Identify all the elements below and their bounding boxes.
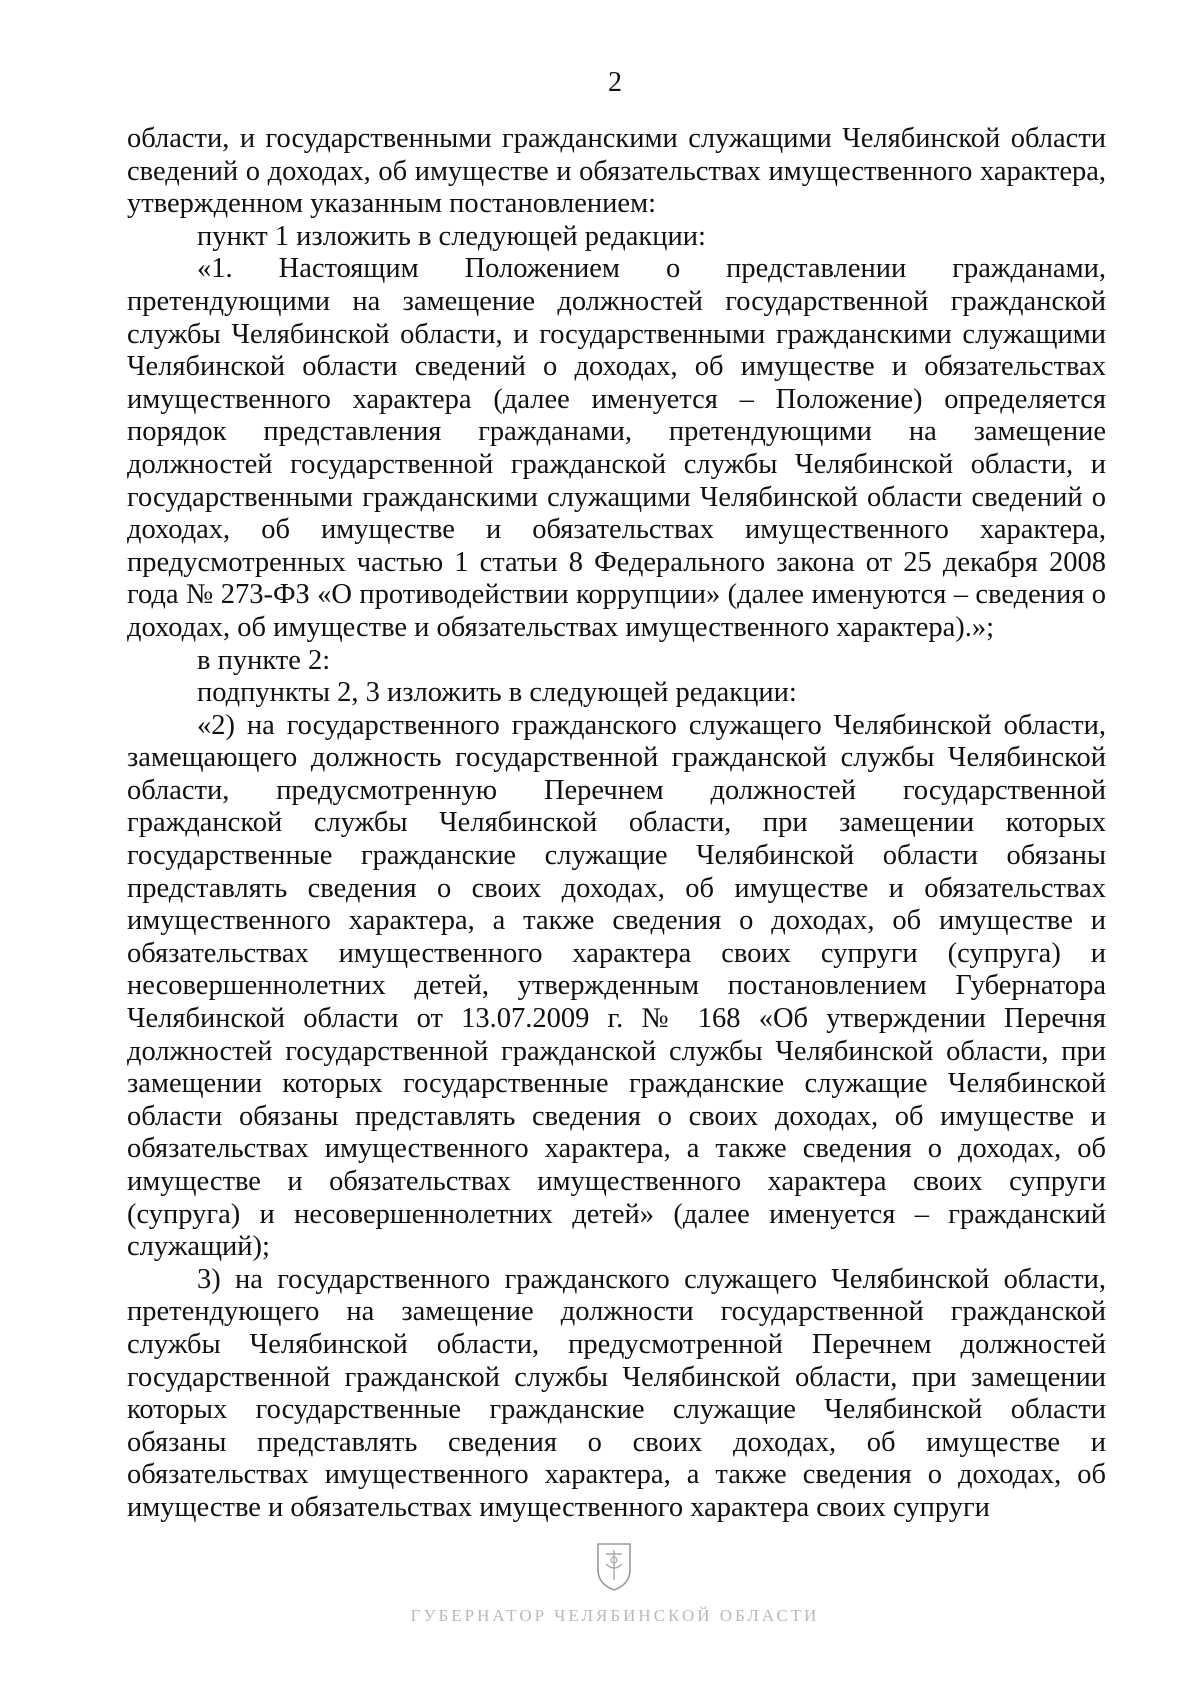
coat-of-arms-seal-icon xyxy=(592,1540,636,1592)
footer-stamp: ГУБЕРНАТОР ЧЕЛЯБИНСКОЙ ОБЛАСТИ xyxy=(410,1606,820,1625)
paragraph-item-1-text: «1. Настоящим Положением о представлении гражданами, претендующими на замещение должностей государственной гражданской службы Челябинской области, и государственными гражданскими служащими Челябинской области сведений о доходах, об имуществе и обязательствах имущественного характера (далее именуется – Положение) определяется порядок представления гражданами, претендующими на замещение должностей государственной гражданской службы Челябинской области, и государственными гражданскими служащими Челябинской области сведений о доходах, об имуществе и обязательствах имущественного характера, предусмотренных частью 1 статьи 8 Федерального закона от 25 декабря 2008 года № 273-ФЗ «О противодействии коррупции» (далее именуются – сведения о доходах, об имуществе и обязательствах имущественного характера).»; xyxy=(127,253,1106,643)
paragraph-continuation: области, и государственными гражданскими служащими Челябинской области сведений о доходах, об имуществе и обязательствах имущественного характера, утвержденном указанным постановлением: xyxy=(127,123,1106,220)
document-body xyxy=(127,123,1106,1525)
paragraph-item-1-instruction: пункт 1 изложить в следующей редакции: xyxy=(197,220,706,252)
paragraph-subitem-2: «2) на государственного гражданского служащего Челябинской области, замещающего должность государственной гражданской службы Челябинской области, предусмотренную Перечнем должностей государственной гражданской службы Челябинской области, при замещении которых государственные гражданские служащие Челябинской области обязаны представлять сведения о своих доходах, об имуществе и обязательствах имущественного характера, а также сведения о доходах, об имуществе и обязательствах имущественного характера своих супруги (супруга) и несовершеннолетних детей, утвержденным постановлением Губернатора Челябинской области от 13.07.2009 г. № 168 «Об утверждении Перечня должностей государственной гражданской службы Челябинской области, при замещении которых государственные гражданские служащие Челябинской области обязаны представлять сведения о своих доходах, об имуществе и обязательствах имущественного характера, а также сведения о доходах, об имуществе и обязательствах имущественного характера своих супруги (супруга) и несовершеннолетних детей» (далее именуется – гражданский служащий); xyxy=(127,709,1106,1263)
paragraph-item-2-heading: в пункте 2: xyxy=(197,644,331,676)
paragraph-subitem-3: 3) на государственного гражданского служащего Челябинской области, претендующего на замещение должности государственной гражданской службы Челябинской области, предусмотренной Перечнем должностей государственной гражданской службы Челябинской области, при замещении которых государственные гражданские служащие Челябинской области обязаны представлять сведения о своих доходах, об имуществе и обязательствах имущественного характера, а также сведения о доходах, об имуществе и обязательствах имущественного характера своих супруги xyxy=(127,1263,1106,1523)
page-number: 2 xyxy=(608,67,622,98)
paragraph-subitems-instruction: подпункты 2, 3 изложить в следующей редакции: xyxy=(197,677,797,709)
